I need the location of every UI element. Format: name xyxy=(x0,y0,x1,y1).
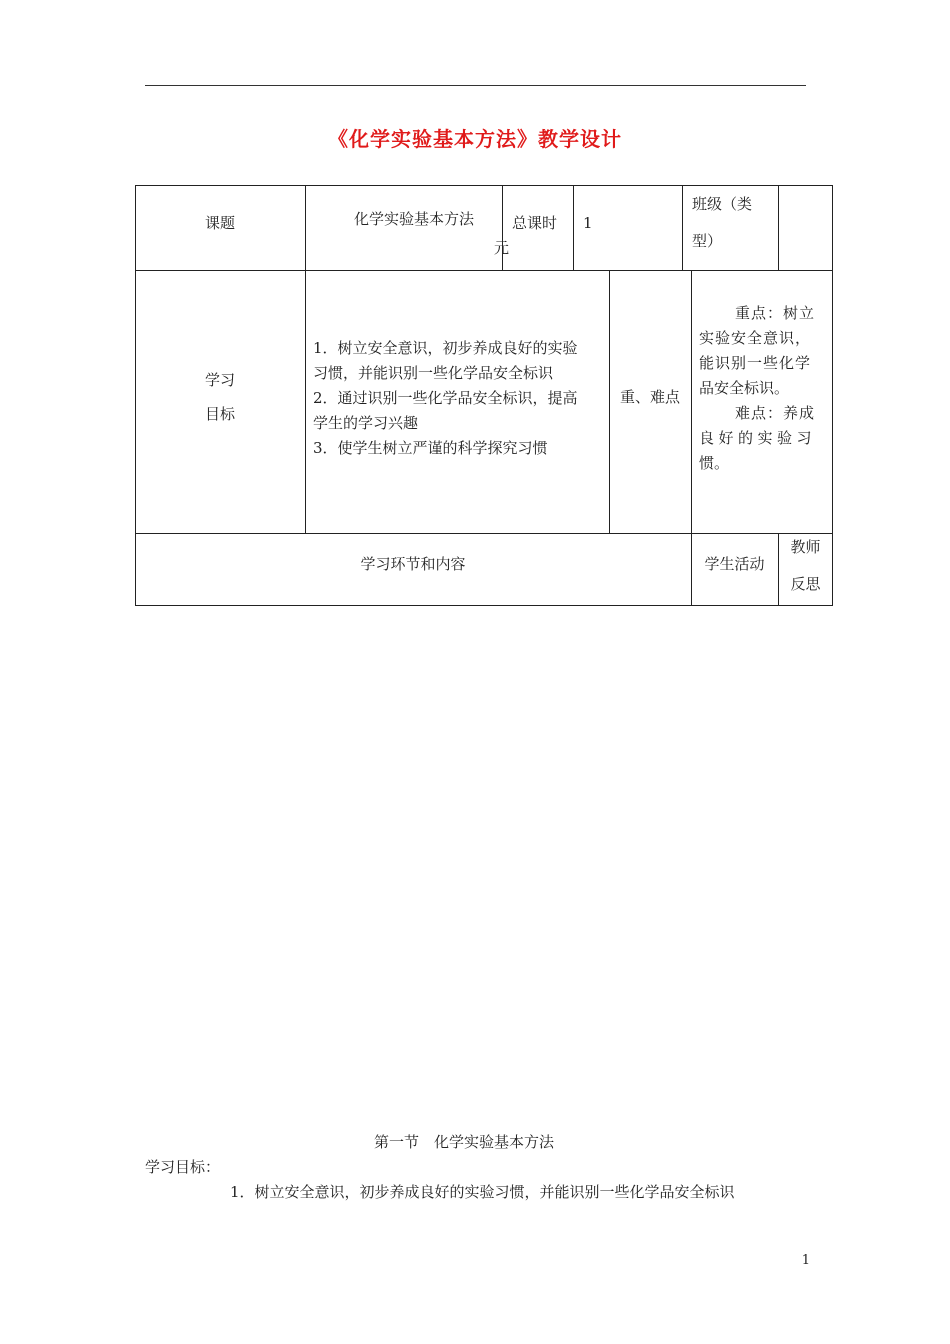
student-activity-label: 学生活动 xyxy=(704,555,765,573)
goals-line: 习惯，并能识别一些化学品安全标识 xyxy=(313,364,554,382)
topic-value: 化学实验基本方法 xyxy=(354,210,475,228)
goals-line: 3．使学生树立严谨的科学探究习惯 xyxy=(313,439,548,457)
row1-divider-e xyxy=(778,185,779,271)
goals-heading: 学习目标： xyxy=(145,1158,221,1176)
table-border-bottom xyxy=(135,605,833,606)
unit-suffix: 元 xyxy=(494,239,510,257)
class-type-label-line1: 班级（类 xyxy=(692,195,753,213)
total-hours-label: 总课时 xyxy=(512,214,558,232)
table-row-divider-1 xyxy=(135,270,833,271)
topic-label: 课题 xyxy=(204,214,235,232)
body-goal-1: 1．树立安全意识，初步养成良好的实验习惯，并能识别一些化学品安全标识 xyxy=(230,1183,735,1201)
key-point-line: 重点：树立 xyxy=(735,304,816,322)
goals-line: 2．通过识别一些化学品安全标识，提高 xyxy=(313,389,578,407)
key-point-line: 惯。 xyxy=(699,454,730,472)
section-heading: 第一节 化学实验基本方法 xyxy=(374,1133,555,1151)
key-point-line: 能识别一些化学 xyxy=(699,354,812,372)
teacher-reflection-line2: 反思 xyxy=(790,575,821,593)
header-rule xyxy=(145,85,806,86)
row1-divider-d xyxy=(682,185,683,271)
class-type-label-line2: 型） xyxy=(692,232,723,250)
page-number: 1 xyxy=(801,1253,810,1268)
key-point-line: 实验安全意识， xyxy=(699,329,812,347)
goals-label-line1: 学习 xyxy=(204,371,235,389)
key-points-label: 重、难点 xyxy=(619,388,680,406)
table-border-top xyxy=(135,185,833,186)
key-point-line: 品安全标识。 xyxy=(699,379,790,397)
table-row-divider-2 xyxy=(135,533,833,534)
table-border-left xyxy=(135,185,136,606)
document-title: 《化学实验基本方法》教学设计 xyxy=(328,127,622,151)
content-label: 学习环节和内容 xyxy=(360,555,466,573)
key-point-line: 良好的实验习 xyxy=(699,429,817,447)
goals-line: 学生的学习兴趣 xyxy=(313,414,419,432)
row1-divider-c xyxy=(573,185,574,271)
teacher-reflection-line1: 教师 xyxy=(790,538,821,556)
goals-label-line2: 目标 xyxy=(204,405,235,423)
key-point-line: 难点：养成 xyxy=(735,404,816,422)
row1-divider-a xyxy=(305,185,306,271)
total-hours-value: 1 xyxy=(583,214,593,232)
row2-divider-a xyxy=(305,270,306,534)
row2-divider-c xyxy=(691,270,692,534)
goals-line: 1．树立安全意识，初步养成良好的实验 xyxy=(313,339,578,357)
